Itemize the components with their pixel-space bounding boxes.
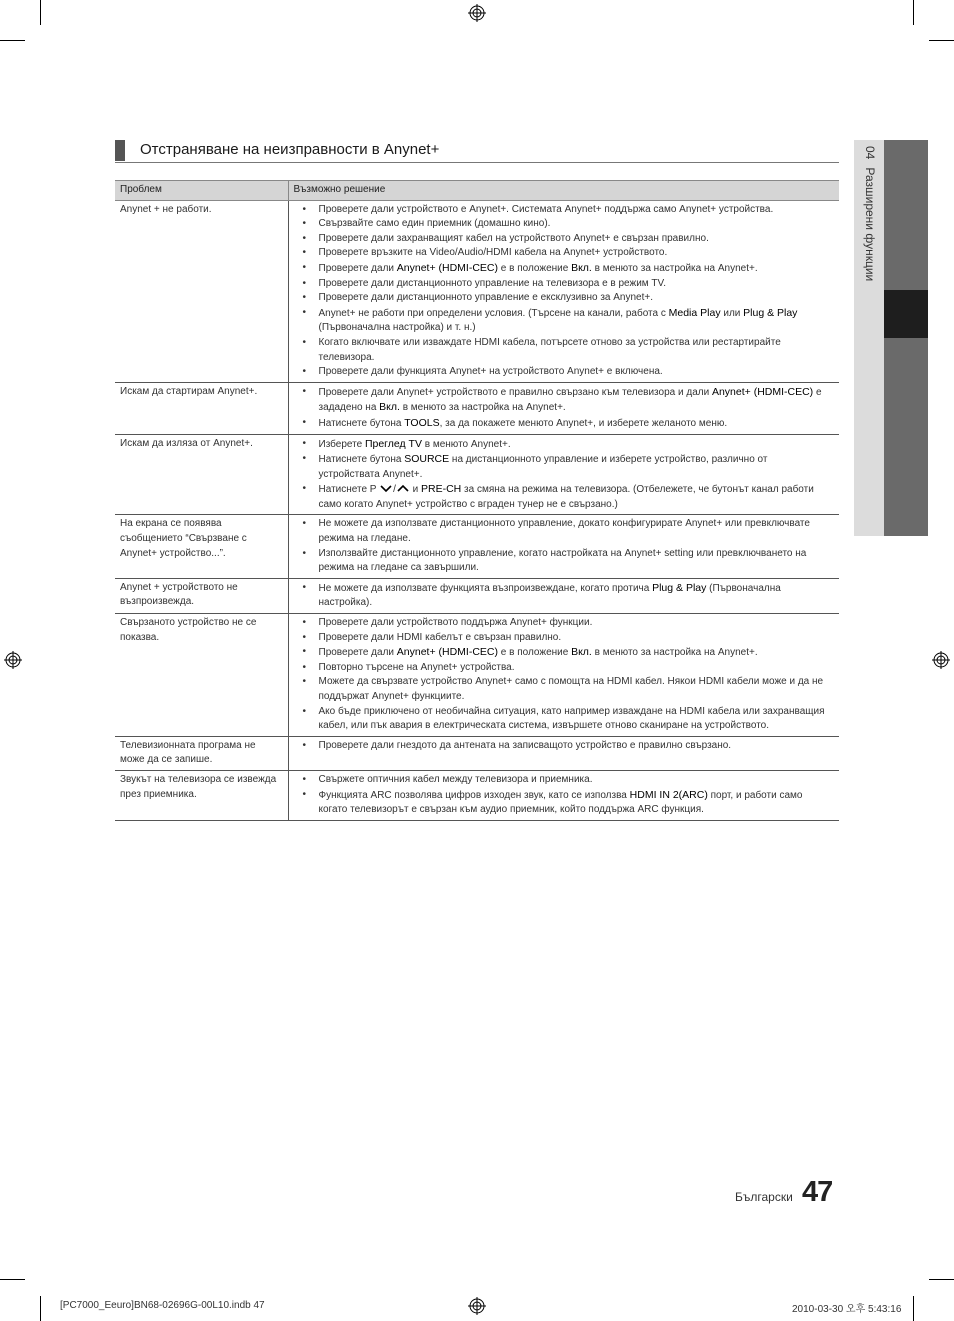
solution-item <box>294 517 832 546</box>
bullet-icon: • <box>302 547 307 559</box>
solution-item <box>294 437 832 453</box>
table-header-row <box>115 181 839 201</box>
solution-text: е в положение <box>498 647 572 659</box>
solution-list <box>294 581 836 611</box>
table-row <box>115 515 839 578</box>
crop-mark <box>913 0 914 25</box>
ui-term: Вкл. <box>571 646 592 659</box>
table-row <box>115 770 839 820</box>
solution-item <box>294 581 832 611</box>
crop-mark <box>40 0 41 25</box>
bullet-icon: • <box>302 705 307 717</box>
solution-list <box>294 739 836 754</box>
column-header-solution: Възможно решение <box>288 181 839 201</box>
ui-term: Media Play <box>668 306 721 319</box>
solution-text: и <box>409 484 421 496</box>
bullet-icon: • <box>302 385 307 397</box>
solution-item <box>294 416 832 432</box>
chapter-title: Разширени функции <box>863 167 877 282</box>
solution-item <box>294 277 832 292</box>
solution-text: Проверете връзките на Video/Audio/HDMI кабела на Anynet+ устройството. <box>318 247 668 259</box>
ui-term: Plug & Play <box>652 581 707 594</box>
solution-item <box>294 365 832 380</box>
chapter-tab-strip <box>884 140 928 536</box>
solution-text: Anynet+ не работи при определени условия. (Търсене на канали, работа с <box>318 307 669 319</box>
bullet-icon: • <box>302 518 307 530</box>
solution-list <box>294 203 836 380</box>
bullet-icon: • <box>302 676 307 688</box>
registration-target-icon <box>468 4 486 22</box>
chevron-down-icon <box>380 484 392 493</box>
solution-item <box>294 246 832 261</box>
solution-item <box>294 217 832 232</box>
solution-item <box>294 482 832 512</box>
ui-term: Plug & Play <box>743 306 798 319</box>
solution-item <box>294 739 832 754</box>
table-row <box>115 736 839 770</box>
solution-text: Проверете дали дистанционното управление на телевизора е в режим TV. <box>318 277 667 289</box>
solution-item <box>294 788 832 818</box>
solution-text: Когато включвате или изваждате HDMI кабела, потърсете отново за устройства или рестартирайте телевизора. <box>318 336 781 363</box>
problem-cell: Телевизионната програма не може да се запише. <box>115 736 288 770</box>
problem-cell: Искам да изляза от Anynet+. <box>115 434 288 515</box>
solution-text: Не можете да използвате дистанционното управление, докато конфигурирате Anynet+ или превключвате режима на гледане. <box>318 518 810 545</box>
section-title: Отстраняване на неизправности в Anynet+ <box>140 141 440 158</box>
section-title-divider <box>115 162 839 163</box>
ui-term: PRE-CH <box>421 483 462 496</box>
bullet-icon: • <box>302 203 307 215</box>
registration-target-icon <box>468 1297 486 1315</box>
solution-text: Проверете дали <box>318 647 397 659</box>
bullet-icon: • <box>302 788 307 800</box>
crop-mark <box>913 1296 914 1321</box>
solution-text: Проверете дали гнездото да антената на записващото устройство е правилно свързано. <box>318 739 732 751</box>
solution-text: в менюто Anynet+. <box>421 438 511 450</box>
ui-term: Anynet+ (HDMI-CEC) <box>396 646 499 659</box>
bullet-icon: • <box>302 416 307 428</box>
solution-item <box>294 705 832 734</box>
table-row <box>115 382 839 434</box>
bullet-icon: • <box>302 292 307 304</box>
solution-text: или <box>720 307 744 319</box>
solution-text: в менюто за настройка на Anynet+. <box>591 647 758 659</box>
solution-text: , за да покажете менюто Anynet+, и изберете желаното меню. <box>439 417 728 429</box>
problem-cell: Искам да стартирам Anynet+. <box>115 382 288 434</box>
bullet-icon: • <box>302 437 307 449</box>
solution-text: Използвайте дистанционното управление, когато настройката на Anynet+ setting или превключването на режима на гледане са завършили. <box>318 547 807 574</box>
solution-text: (Първоначална настройка) и т. н.) <box>318 322 476 334</box>
bullet-icon: • <box>302 483 307 495</box>
ui-term: TOOLS <box>404 416 440 429</box>
solution-text: Натиснете бутона <box>318 417 405 429</box>
solution-item <box>294 306 832 336</box>
solution-text: Свържете оптичния кабел между телевизора и приемника. <box>318 773 593 785</box>
solution-list <box>294 773 836 818</box>
ui-term: Преглед TV <box>364 437 422 450</box>
problem-cell: Anynet + не работи. <box>115 200 288 382</box>
solution-text: за смяна на режима на телевизора. (Отбележете, че бутонът канал работи само когато Anynet+ устройство с вграден тунер не е свързано.) <box>318 484 814 510</box>
chapter-tab-active-marker <box>884 290 928 338</box>
bullet-icon: • <box>302 261 307 273</box>
solution-item <box>294 385 832 416</box>
page-number: 47 <box>802 1176 833 1208</box>
solution-text: Изберете <box>318 438 365 450</box>
bullet-icon: • <box>302 617 307 629</box>
solution-item <box>294 203 832 218</box>
solution-text: Натиснете P <box>318 484 380 496</box>
print-file-info: [PC7000_Eeuro]BN68-02696G-00L10.indb 47 <box>60 1300 265 1311</box>
solution-text: е в положение <box>498 262 572 274</box>
solution-text: Свързвайте само един приемник (домашно кино). <box>318 218 551 230</box>
solution-text: Функцията ARC позволява цифров изходен звук, като се използва <box>318 789 630 801</box>
solution-item <box>294 547 832 576</box>
solution-text: порт, и работи само когато телевизорът е свързан към аудио приемник, който поддържа ARC функция. <box>318 789 803 816</box>
bullet-icon: • <box>302 277 307 289</box>
table-row <box>115 578 839 613</box>
solution-item <box>294 645 832 661</box>
table-row <box>115 434 839 515</box>
registration-target-icon <box>932 651 950 669</box>
solution-item <box>294 452 832 482</box>
solution-text: Можете да свързвате устройство Anynet+ само с помощта на HDMI кабел. Някои HDMI кабели може и да не поддържат Anynet+ функциите. <box>318 676 824 702</box>
registration-target-icon <box>4 651 22 669</box>
solution-list <box>294 437 836 513</box>
solution-cell <box>288 382 839 434</box>
crop-mark <box>929 1279 954 1280</box>
chapter-number: 04 <box>863 146 877 160</box>
bullet-icon: • <box>302 739 307 751</box>
solution-cell <box>288 515 839 578</box>
solution-text: Натиснете бутона <box>318 454 405 466</box>
solution-item <box>294 773 832 788</box>
solution-cell <box>288 434 839 515</box>
solution-list <box>294 385 836 432</box>
ui-term: Anynet+ (HDMI-CEC) <box>396 261 499 274</box>
solution-cell <box>288 770 839 820</box>
solution-text: Проверете дали дистанционното управление е ексклузивно за Anynet+. <box>318 292 654 304</box>
solution-text: / <box>393 484 396 496</box>
ui-term: HDMI IN 2(ARC) <box>629 788 708 801</box>
solution-item <box>294 232 832 247</box>
bullet-icon: • <box>302 773 307 785</box>
solution-text: Не можете да използвате функцията възпроизвеждане, когато протича <box>318 582 653 594</box>
solution-text: Проверете дали устройството поддържа Anynet+ функции. <box>318 617 593 629</box>
solution-item <box>294 616 832 631</box>
solution-text: Проверете дали устройството е Anynet+. Системата Anynet+ поддържа само Anynet+ устройства. <box>318 203 774 215</box>
bullet-icon: • <box>302 661 307 673</box>
solution-cell <box>288 200 839 382</box>
print-timestamp: 2010-03-30 오후 5:43:16 <box>792 1304 902 1315</box>
column-header-problem: Проблем <box>115 181 288 201</box>
solution-text: Повторно търсене на Anynet+ устройства. <box>318 661 515 673</box>
crop-mark <box>0 40 25 41</box>
bullet-icon: • <box>302 453 307 465</box>
bullet-icon: • <box>302 306 307 318</box>
solution-list <box>294 517 836 575</box>
solution-text: Проверете дали <box>318 262 397 274</box>
solution-cell <box>288 578 839 613</box>
solution-text: Ако бъде приключено от необичайна ситуация, като например изваждане на HDMI кабела или захранващия кабел, или пък авария в електрическата система, извършете отново сканиране на устройството. <box>318 705 825 732</box>
bullet-icon: • <box>302 247 307 259</box>
solution-item <box>294 261 832 277</box>
solution-text: Проверете дали HDMI кабелът е свързан правилно. <box>318 631 562 643</box>
bullet-icon: • <box>302 646 307 658</box>
crop-mark <box>0 1279 25 1280</box>
ui-term: Вкл. <box>571 261 592 274</box>
solution-item <box>294 631 832 646</box>
solution-item <box>294 291 832 306</box>
solution-text: в менюто за настройка на Anynet+. <box>591 262 758 274</box>
table-row <box>115 614 839 737</box>
solution-text: Проверете дали Anynet+ устройството е правилно свързано към телевизора и дали <box>318 386 712 398</box>
chapter-tab-label <box>863 146 877 281</box>
solution-cell <box>288 614 839 737</box>
problem-cell: На екрана се появява съобщението “Свързване с Anynet+ устройство...”. <box>115 515 288 578</box>
problem-cell: Свързаното устройство не се показва. <box>115 614 288 737</box>
crop-mark <box>929 40 954 41</box>
solution-text: в менюто за настройка на Anynet+. <box>399 402 566 414</box>
solution-text: е зададено на <box>318 386 822 414</box>
section-title-marker <box>115 140 125 161</box>
solution-cell <box>288 736 839 770</box>
ui-term: SOURCE <box>404 453 450 466</box>
solution-text: на дистанционното управление и изберете устройство, различно от устройствата Anynet+. <box>318 454 768 480</box>
bullet-icon: • <box>302 366 307 378</box>
problem-cell: Anynet + устройството не възпроизвежда. <box>115 578 288 613</box>
solution-text: Проверете дали функцията Anynet+ на устройството Anynet+ е включена. <box>318 366 663 378</box>
bullet-icon: • <box>302 336 307 348</box>
crop-mark <box>40 1296 41 1321</box>
bullet-icon: • <box>302 581 307 593</box>
solution-text: (Първоначална настройка). <box>318 582 781 609</box>
solution-list <box>294 616 836 734</box>
ui-term: Вкл. <box>379 401 400 414</box>
chevron-up-icon <box>397 484 409 493</box>
problem-cell: Звукът на телевизора се извежда през приемника. <box>115 770 288 820</box>
bullet-icon: • <box>302 631 307 643</box>
language-label: Български <box>735 1190 793 1204</box>
solution-item <box>294 336 832 365</box>
table-row <box>115 200 839 382</box>
ui-term: Anynet+ (HDMI-CEC) <box>711 385 814 398</box>
solution-item <box>294 675 832 704</box>
bullet-icon: • <box>302 232 307 244</box>
troubleshooting-table <box>115 180 839 821</box>
table-body <box>115 200 839 820</box>
bullet-icon: • <box>302 218 307 230</box>
solution-item <box>294 661 832 676</box>
solution-text: Проверете дали захранващият кабел на устройството Anynet+ е свързан правилно. <box>318 232 709 244</box>
